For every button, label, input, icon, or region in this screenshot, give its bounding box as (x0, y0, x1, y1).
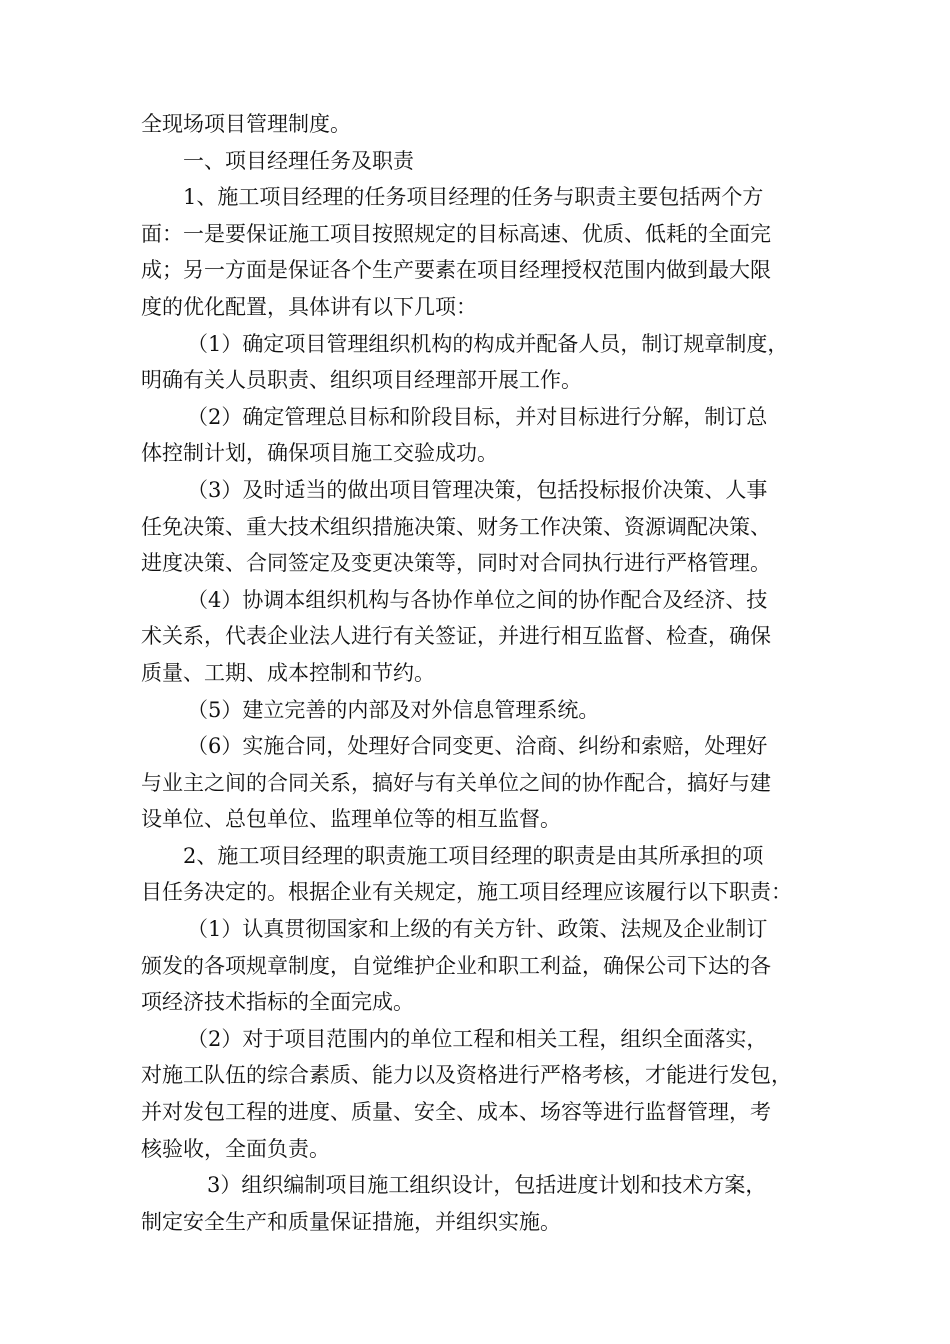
text-line: 进度决策、合同签定及变更决策等，同时对合同执行进行严格管理。 (141, 551, 771, 576)
text-line: 体控制计划，确保项目施工交验成功。 (141, 441, 498, 466)
text-line: 面：一是要保证施工项目按照规定的目标高速、优质、低耗的全面完 (141, 221, 771, 246)
text-line: 明确有关人员职责、组织项目经理部开展工作。 (141, 368, 582, 393)
text-line: （3）及时适当的做出项目管理决策，包括投标报价决策、人事 (187, 477, 768, 502)
text-line: 与业主之间的合同关系，搞好与有关单位之间的协作配合，搞好与建 (141, 770, 771, 795)
text-line: 质量、工期、成本控制和节约。 (141, 660, 435, 685)
text-line: （6）实施合同，处理好合同变更、洽商、纠纷和索赔，处理好 (187, 734, 768, 759)
text-line: 并对发包工程的进度、质量、安全、成本、场容等进行监督管理，考 (141, 1100, 771, 1125)
text-line: （5）建立完善的内部及对外信息管理系统。 (187, 697, 600, 722)
text-line: （2）对于项目范围内的单位工程和相关工程，组织全面落实， (187, 1026, 768, 1051)
text-line: 项经济技术指标的全面完成。 (141, 990, 414, 1015)
text-line: （2）确定管理总目标和阶段目标，并对目标进行分解，制订总 (187, 404, 768, 429)
text-line: 设单位、总包单位、监理单位等的相互监督。 (141, 807, 561, 832)
text-line: （4）协调本组织机构与各协作单位之间的协作配合及经济、技 (187, 587, 768, 612)
text-line: 术关系，代表企业法人进行有关签证，并进行相互监督、检查，确保 (141, 624, 771, 649)
text-line: 颁发的各项规章制度，自觉维护企业和职工利益，确保公司下达的各 (141, 953, 771, 978)
text-line: 目任务决定的。根据企业有关规定，施工项目经理应该履行以下职责： (141, 880, 792, 905)
text-line: 对施工队伍的综合素质、能力以及资格进行严格考核，才能进行发包， (141, 1063, 792, 1088)
text-line: 度的优化配置，具体讲有以下几项： (141, 294, 477, 319)
text-line: 全现场项目管理制度。 (141, 112, 351, 136)
section-heading: 一、项目经理任务及职责 (183, 148, 414, 173)
text-line: （1）认真贯彻国家和上级的有关方针、政策、法规及企业制订 (187, 917, 768, 942)
text-line: 3）组织编制项目施工组织设计，包括进度计划和技术方案， (207, 1173, 767, 1198)
text-line: 成；另一方面是保证各个生产要素在项目经理授权范围内做到最大限 (141, 258, 771, 283)
text-line: 核验收，全面负责。 (141, 1136, 330, 1161)
text-line: 任免决策、重大技术组织措施决策、财务工作决策、资源调配决策、 (141, 514, 771, 539)
text-line: 2、施工项目经理的职责施工项目经理的职责是由其所承担的项 (183, 843, 764, 868)
text-line: 1、施工项目经理的任务项目经理的任务与职责主要包括两个方 (183, 185, 764, 210)
text-line: 制定安全生产和质量保证措施，并组织实施。 (141, 1209, 561, 1234)
text-line: （1）确定项目管理组织机构的构成并配备人员，制订规章制度， (187, 331, 789, 356)
document-body (141, 106, 831, 1240)
